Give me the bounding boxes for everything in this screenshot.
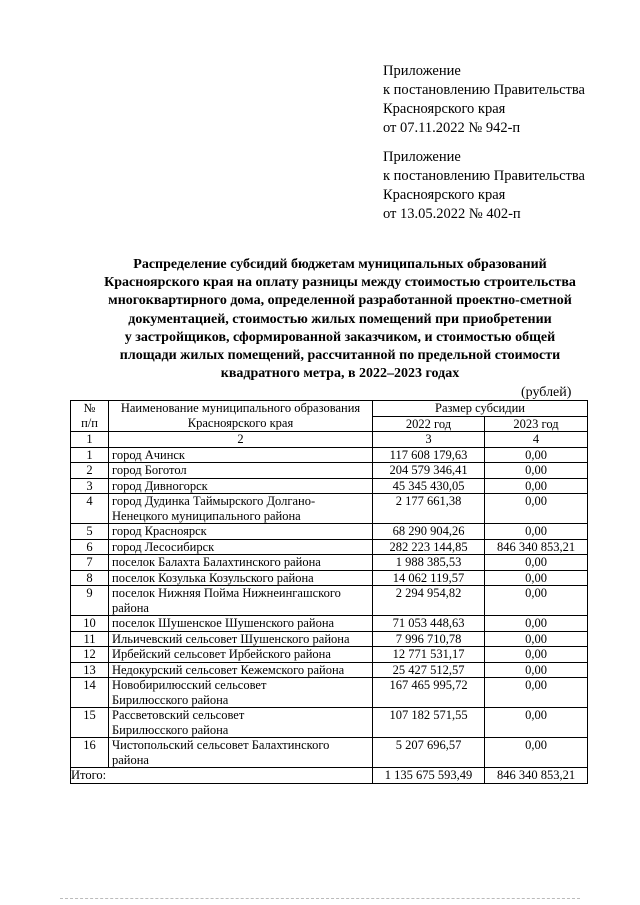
appendix-original: [383, 148, 633, 224]
row-name: [109, 662, 373, 678]
row-amount-2023: 0,00: [485, 463, 588, 479]
column-index: 4: [485, 432, 588, 448]
column-index: 1: [71, 432, 109, 448]
row-amount-2023: 846 340 853,21: [485, 539, 588, 555]
title-line: документацией, стоимостью жилых помещений при приобретении: [128, 311, 552, 327]
row-number: 11: [71, 631, 109, 647]
row-number: 7: [71, 555, 109, 571]
row-amount-2022: 1 988 385,53: [373, 555, 485, 571]
appendix-line: к постановлению Правительства: [383, 82, 585, 98]
row-name: [109, 539, 373, 555]
row-amount-2023: 0,00: [485, 447, 588, 463]
table-row: [71, 463, 588, 479]
row-amount-2023: 0,00: [485, 570, 588, 586]
row-name-line: Рассветовский сельсовет: [112, 708, 245, 722]
appendix-line: к постановлению Правительства: [383, 168, 585, 184]
appendix-line: Красноярского края: [383, 187, 506, 203]
row-amount-2022: 12 771 531,17: [373, 647, 485, 663]
unit-label: (рублей): [521, 385, 572, 400]
row-name-line: город Дивногорск: [112, 478, 208, 493]
row-number: 4: [71, 494, 109, 524]
row-name: [109, 616, 373, 632]
row-name-line: поселок Балахта Балахтинского района: [112, 555, 321, 569]
row-number: 9: [71, 586, 109, 616]
row-name-line: город Ачинск: [112, 447, 186, 462]
row-name-line: Новобирилюсский сельсовет: [112, 678, 267, 692]
row-amount-2022: 7 996 710,78: [373, 631, 485, 647]
column-index: 3: [373, 432, 485, 448]
row-amount-2022: 2 294 954,82: [373, 586, 485, 616]
row-name: [109, 631, 373, 647]
table-row: [71, 586, 588, 616]
header-name-line: Наименование муниципального образования: [120, 401, 361, 415]
row-amount-2022: 107 182 571,55: [373, 708, 485, 738]
table-row: [71, 570, 588, 586]
row-amount-2022: 71 053 448,63: [373, 616, 485, 632]
row-amount-2023: 0,00: [485, 616, 588, 632]
table-row: [71, 616, 588, 632]
row-number: 10: [71, 616, 109, 632]
table-row: [71, 478, 588, 494]
row-amount-2023: 0,00: [485, 524, 588, 540]
row-amount-2022: 117 608 179,63: [373, 447, 485, 463]
row-amount-2022: 2 177 661,38: [373, 494, 485, 524]
row-number: 2: [71, 463, 109, 479]
header-number-line: п/п: [81, 415, 98, 430]
row-amount-2023: 0,00: [485, 631, 588, 647]
table-row: [71, 555, 588, 571]
row-name-line: поселок Нижняя Пойма Нижнеингашского: [112, 586, 341, 600]
title-line: квадратного метра, в 2022–2023 годах: [220, 366, 460, 382]
row-name: [109, 494, 373, 524]
appendix-line: Красноярского края: [383, 101, 506, 117]
table-row: [71, 678, 588, 708]
row-amount-2023: 0,00: [485, 662, 588, 678]
row-amount-2022: 5 207 696,57: [373, 738, 485, 768]
row-name: [109, 708, 373, 738]
row-number: 3: [71, 478, 109, 494]
row-number: 13: [71, 662, 109, 678]
table-row: [71, 524, 588, 540]
row-amount-2022: 204 579 346,41: [373, 463, 485, 479]
total-label: Итого:: [71, 768, 373, 784]
row-number: 5: [71, 524, 109, 540]
row-name: [109, 647, 373, 663]
header-name-line: Красноярского края: [187, 415, 294, 430]
row-amount-2023: 0,00: [485, 738, 588, 768]
table-row: [71, 738, 588, 768]
row-amount-2023: 0,00: [485, 494, 588, 524]
row-name-line: Бирилюсского района: [112, 692, 229, 707]
row-number: 1: [71, 447, 109, 463]
row-amount-2022: 282 223 144,85: [373, 539, 485, 555]
row-name-line: Чистопольский сельсовет Балахтинского: [112, 738, 330, 752]
row-amount-2022: 14 062 119,57: [373, 570, 485, 586]
column-index: 2: [109, 432, 373, 448]
table-row: [71, 631, 588, 647]
row-name-line: город Красноярск: [112, 524, 207, 538]
row-amount-2023: 0,00: [485, 555, 588, 571]
row-name-line: город Боготол: [112, 463, 187, 477]
row-name-line: района: [112, 600, 149, 615]
row-number: 14: [71, 678, 109, 708]
header-name: [109, 401, 373, 432]
total-row: [71, 768, 588, 784]
row-name-line: поселок Шушенское Шушенского района: [112, 616, 335, 630]
row-number: 12: [71, 647, 109, 663]
page-edge-line: [60, 898, 580, 900]
row-name: [109, 738, 373, 768]
row-name: [109, 555, 373, 571]
table-row: [71, 494, 588, 524]
row-name: [109, 586, 373, 616]
row-name: [109, 678, 373, 708]
row-number: 6: [71, 539, 109, 555]
row-name-line: город Дудинка Таймырского Долгано-: [112, 494, 316, 508]
row-amount-2022: 25 427 512,57: [373, 662, 485, 678]
row-name-line: района: [112, 752, 149, 767]
header-number-line: №: [83, 401, 96, 415]
title-line: Красноярского края на оплату разницы между стоимостью строительства: [104, 275, 576, 291]
row-number: 16: [71, 738, 109, 768]
row-number: 15: [71, 708, 109, 738]
header-number: [71, 401, 109, 432]
appendix-line: от 13.05.2022 № 402-п: [383, 206, 521, 222]
total-2023: 846 340 853,21: [485, 768, 588, 784]
row-name-line: Ирбейский сельсовет Ирбейского района: [112, 647, 331, 661]
header-2022: 2022 год: [373, 416, 485, 432]
title-line: Распределение субсидий бюджетам муниципальных образований: [133, 257, 547, 272]
subsidy-table: [70, 400, 588, 784]
appendix-line: Приложение: [383, 149, 461, 165]
table-row: [71, 447, 588, 463]
title-line: площади жилых помещений, рассчитанной по предельной стоимости: [119, 348, 561, 364]
row-amount-2023: 0,00: [485, 678, 588, 708]
row-amount-2022: 68 290 904,26: [373, 524, 485, 540]
row-name-line: город Лесосибирск: [112, 539, 215, 554]
row-name-line: поселок Козулька Козульского района: [112, 570, 314, 585]
row-name: [109, 463, 373, 479]
title-line: многоквартирного дома, определенной разработанной проектно-сметной: [108, 293, 572, 309]
row-name-line: Ненецкого муниципального района: [112, 508, 301, 523]
row-name: [109, 570, 373, 586]
header-subsidy-size: Размер субсидии: [373, 401, 588, 417]
row-name: [109, 478, 373, 494]
row-amount-2023: 0,00: [485, 478, 588, 494]
table-row: [71, 647, 588, 663]
table-row: [71, 708, 588, 738]
table-row: [71, 539, 588, 555]
header-2023: 2023 год: [485, 416, 588, 432]
table-header-row: [71, 401, 588, 417]
row-amount-2023: 0,00: [485, 708, 588, 738]
row-name: [109, 524, 373, 540]
column-index-row: [71, 432, 588, 448]
table-row: [71, 662, 588, 678]
row-name: [109, 447, 373, 463]
row-name-line: Недокурский сельсовет Кежемского района: [112, 662, 345, 677]
row-amount-2023: 0,00: [485, 647, 588, 663]
appendix-line: Приложение: [383, 63, 461, 79]
row-number: 8: [71, 570, 109, 586]
row-amount-2022: 167 465 995,72: [373, 678, 485, 708]
document-title: [60, 256, 620, 383]
row-amount-2023: 0,00: [485, 586, 588, 616]
total-2022: 1 135 675 593,49: [373, 768, 485, 784]
row-amount-2022: 45 345 430,05: [373, 478, 485, 494]
appendix-line: от 07.11.2022 № 942-п: [383, 120, 521, 136]
title-line: у застройщиков, сформированной заказчиком, и стоимостью общей: [124, 329, 556, 345]
appendix-current: [383, 62, 633, 138]
row-name-line: Бирилюсского района: [112, 722, 229, 737]
row-name-line: Ильичевский сельсовет Шушенского района: [112, 631, 350, 646]
